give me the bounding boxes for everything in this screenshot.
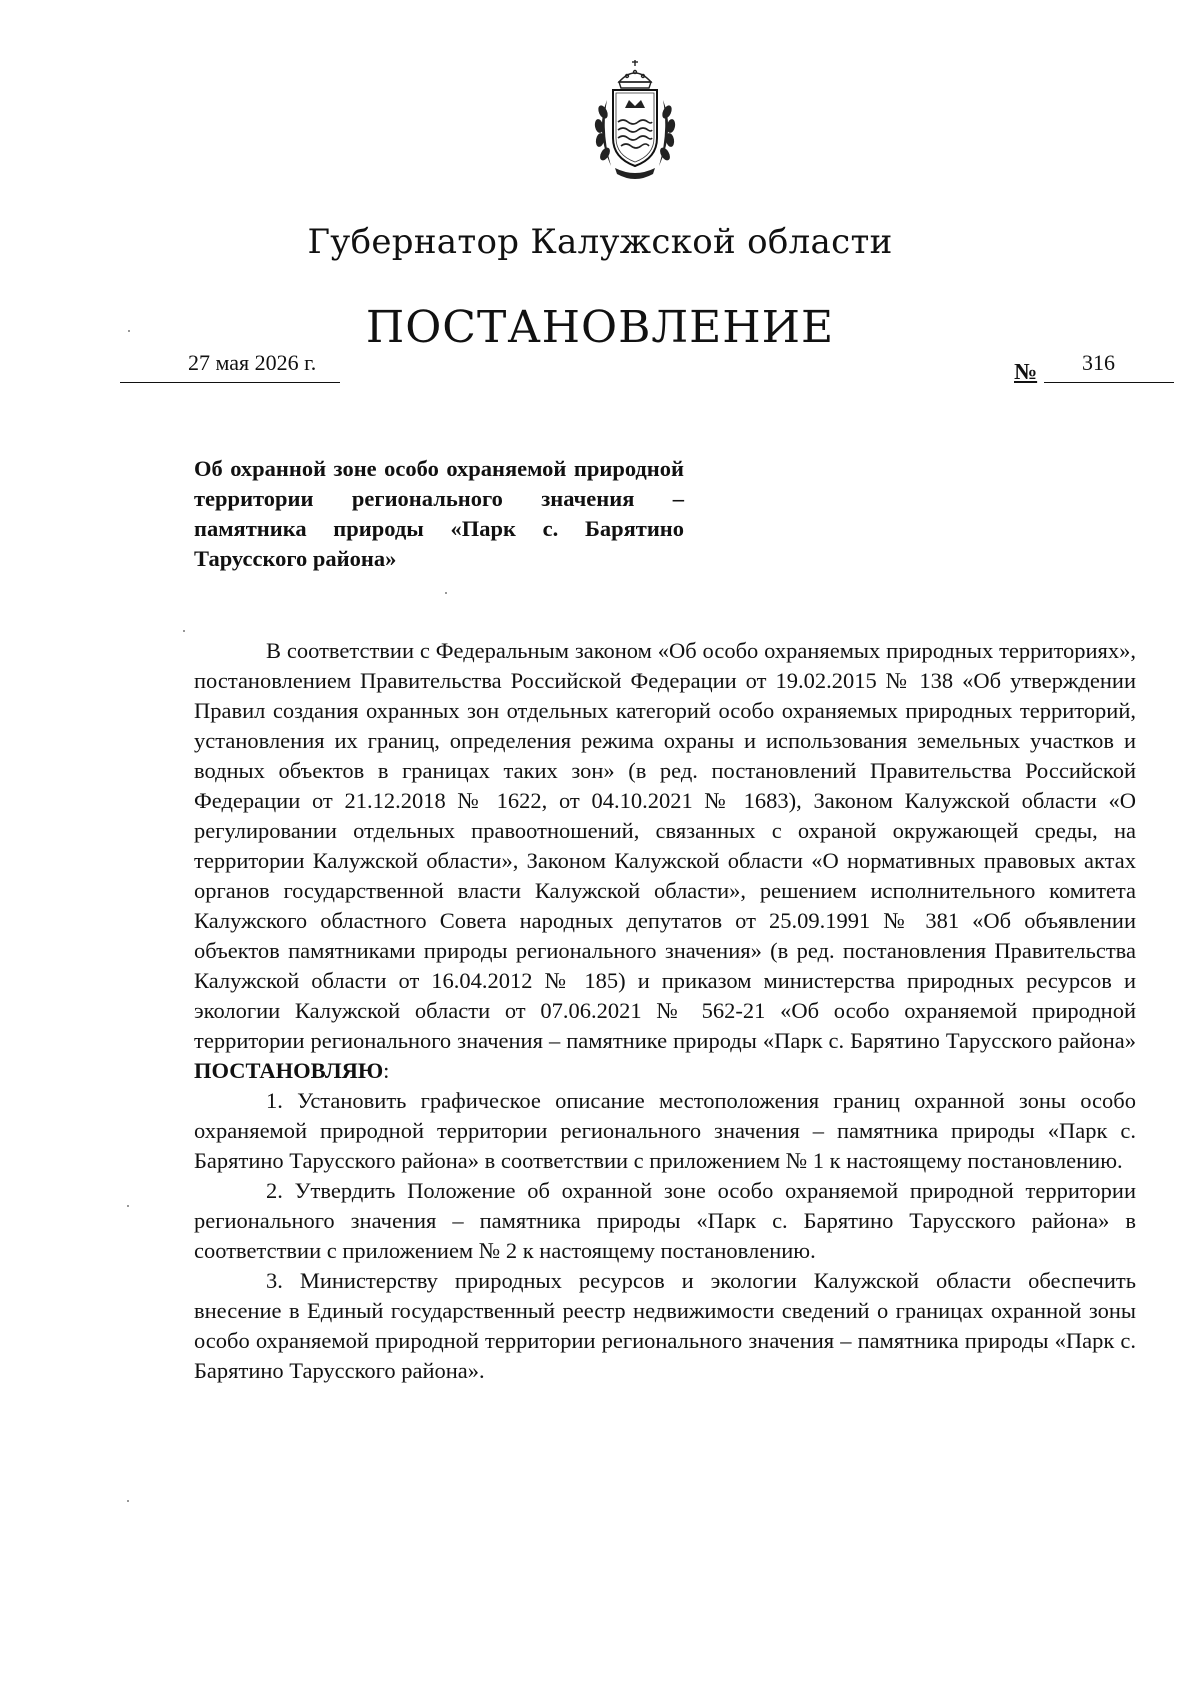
scan-speck xyxy=(183,630,185,632)
scan-speck xyxy=(127,1500,129,1502)
number-underline xyxy=(1044,382,1174,383)
date-underline xyxy=(120,382,340,383)
decree-item-1: 1. Установить графическое описание местоположения границ охранной зоны особо охраняемой природной территории регионального значения – памятника природы «Парк с. Барятино Тарусского района» в соответствии с приложением № 1 к настоящему постановлению. xyxy=(194,1088,1136,1173)
document-subject: Об охранной зоне особо охраняемой природной территории регионального значения – памятника природы «Парк с. Барятино Тарусского района» xyxy=(194,456,684,571)
coat-of-arms-icon xyxy=(585,60,685,185)
document-date: 27 мая 2026 г. xyxy=(188,350,317,375)
decree-colon: : xyxy=(383,1058,390,1083)
document-number: 316 xyxy=(1082,350,1115,375)
preamble-text: В соответствии с Федеральным законом «Об особо охраняемых природных территориях», постановлением Правительства Российской Федерации от 19.02.2015 № 138 «Об утверждении Правил создания охранных зон отдельных категорий особо охраняемых природных территорий, установления их границ, определения режима охраны и использования земельных участков и водных объектов в границах таких зон» (в ред. постановлений Правительства Российской Федерации от 21.12.2018 № 1622, от 04.10.2021 № 1683), Законом Калужской области «О регулировании отдельных правоотношений, связанных с охраной окружающей среды, на территории Калужской области», Законом Калужской области «О нормативных правовых актах органов государственной власти Калужской области», решением исполнительного комитета Калужского областного Совета народных депутатов от 25.09.1991 № 381 «Об объявлении объектов памятниками природы регионального значения» (в ред. постановления Правительства Калужской области от 16.04.2012 № 185) и приказом министерства природных ресурсов и экологии Калужской области от 07.06.2021 № 562-21 «Об особо охраняемой природной территории регионального значения – памятнике природы «Парк с. Барятино Тарусского района» xyxy=(194,638,1136,1053)
decree-word: ПОСТАНОВЛЯЮ xyxy=(194,1058,384,1083)
document-type-title: ПОСТАНОВЛЕНИЕ xyxy=(365,302,835,353)
number-sign: № xyxy=(1014,359,1038,384)
scan-speck xyxy=(445,592,447,594)
decree-item-3: 3. Министерству природных ресурсов и экологии Калужской области обеспечить внесение в Единый государственный реестр недвижимости сведений о границах охранной зоны особо охраняемой природной территории регионального значения – памятника природы «Парк с. Барятино Тарусского района». xyxy=(194,1268,1136,1383)
document-body xyxy=(194,636,1136,1386)
scan-speck xyxy=(127,1205,129,1207)
decree-item-2: 2. Утвердить Положение об охранной зоне особо охраняемой природной территории регионального значения – памятника природы «Парк с. Барятино Тарусского района» в соответствии с приложением № 2 к настоящему постановлению. xyxy=(194,1178,1136,1263)
issuing-authority: Губернатор Калужской области xyxy=(307,222,893,262)
preamble-paragraph xyxy=(194,636,1136,1086)
scan-speck xyxy=(128,330,130,332)
